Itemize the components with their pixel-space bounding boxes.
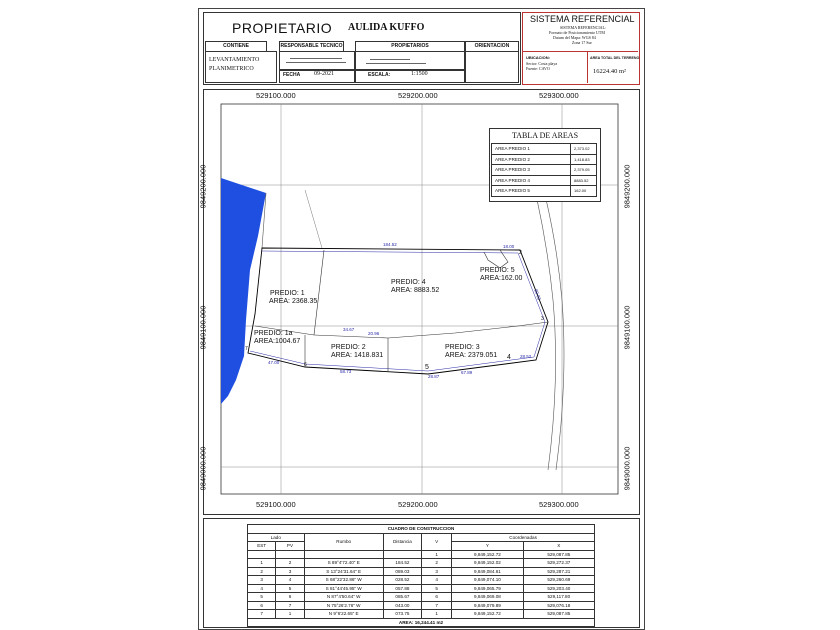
cell-x: 529,087.85: [523, 610, 594, 619]
cell-pv: [276, 550, 304, 559]
table-row: [248, 576, 595, 585]
cell-x: 529,117.80: [523, 593, 594, 602]
edge-label-6: 47.00: [268, 360, 280, 365]
cell-pv: 2: [276, 559, 304, 568]
left-tick-2: 9849100.000: [198, 305, 208, 350]
cell-pv: 4: [276, 576, 304, 585]
cell-rumbo: N 87°4'50.64" W: [304, 593, 383, 602]
contiene-value: LEVANTAMIENTO PLANIMETRICO: [209, 57, 260, 72]
table-row: [248, 550, 595, 559]
predio1-name: PREDIO: 1: [270, 290, 305, 297]
edge-label-2: 18.00: [503, 244, 515, 249]
cell-x: 529,272.37: [523, 559, 594, 568]
cell-y: 9,849,084.61: [452, 567, 523, 576]
edge-label-10: 28.52: [520, 354, 532, 359]
areas-row-label: AREA PREDIO 5: [492, 186, 571, 197]
table-row: [248, 559, 595, 568]
cell-est: 6: [248, 601, 276, 610]
predio2-area: AREA: 1418.831: [331, 352, 384, 359]
cell-v: 3: [422, 567, 452, 576]
col-lado: Lado: [248, 533, 305, 542]
ubicacion-line-1: Sector: Costa playa: [526, 61, 558, 66]
col-rumbo: Rumbo: [304, 533, 383, 550]
areas-row: [492, 165, 597, 176]
right-tick-3: 9849000.000: [622, 446, 632, 491]
construction-table: [247, 524, 595, 627]
areas-row: [492, 175, 597, 186]
edge-label-3: 89.03: [533, 288, 542, 301]
edge-label-4: 34.67: [343, 327, 355, 332]
predio1-area: AREA: 2368.35: [269, 298, 318, 305]
cell-dist: 057.88: [383, 584, 421, 593]
col-pv: PV: [276, 542, 304, 551]
cell-v: 1: [422, 610, 452, 619]
cell-v: 6: [422, 593, 452, 602]
edge-label-9: 67.89: [461, 370, 473, 375]
left-tick-3: 9849000.000: [198, 446, 208, 491]
predio4-area: AREA: 8883.52: [391, 287, 440, 294]
cell-y: 9,849,074.10: [452, 576, 523, 585]
cell-est: 2: [248, 567, 276, 576]
escala-value: 1:1500: [411, 71, 428, 77]
construction-title: CUADRO DE CONSTRUCCION: [248, 525, 595, 534]
right-tick-1: 9849200.000: [622, 164, 632, 209]
cell-y: 9,849,152.72: [452, 550, 523, 559]
ref-line-3: Datum del Mapa: WGS 84: [553, 35, 596, 40]
vertex-label-7: 7: [245, 346, 248, 352]
owner-name: AULIDA KUFFO: [348, 22, 425, 33]
fecha-label: FECHA: [283, 72, 301, 78]
cell-v: 7: [422, 601, 452, 610]
areas-row-value: 1,418.83: [571, 154, 597, 165]
cell-y: 9,849,065.79: [452, 584, 523, 593]
table-row: [248, 567, 595, 576]
vertex-label-6: 6: [304, 362, 307, 368]
areas-row-value: 8883.52: [571, 175, 597, 186]
table-row: [248, 610, 595, 619]
col-orientacion: ORIENTACION: [465, 41, 519, 52]
cell-dist: 089.03: [383, 567, 421, 576]
col-distancia: Distancia: [383, 533, 421, 550]
cell-y: 9,849,152.72: [452, 610, 523, 619]
bottom-tick-3: 529300.000: [539, 500, 579, 509]
table-row: [248, 601, 595, 610]
ubicacion-label: UBICACION:: [526, 55, 550, 60]
top-tick-2: 529200.000: [398, 91, 438, 100]
areas-row: [492, 186, 597, 197]
cell-pv: 1: [276, 610, 304, 619]
col-propietarios: PROPIETARIOS: [355, 41, 465, 52]
cell-rumbo: S 89°4'72.40" E: [304, 559, 383, 568]
vertex-label-3: 3: [541, 316, 544, 322]
upper-road: [305, 190, 322, 248]
fecha-value: 09-2021: [314, 71, 334, 77]
predio5-area: AREA:162.00: [480, 275, 523, 282]
bottom-tick-1: 529100.000: [256, 500, 296, 509]
areas-row-value: 2,379.05: [571, 165, 597, 176]
sea-area: [221, 178, 266, 404]
predio5-name: PREDIO: 5: [480, 267, 515, 274]
edge-label-8: 28.87: [428, 374, 440, 379]
cell-rumbo: N 75°26'2.76" W: [304, 601, 383, 610]
cell-dist: 043.00: [383, 601, 421, 610]
top-tick-3: 529300.000: [539, 91, 579, 100]
cell-x: 529,087.85: [523, 550, 594, 559]
predio1a-area: AREA:1004.67: [254, 338, 301, 345]
ref-line-4: Zona 17 Sur: [572, 40, 592, 45]
col-responsable: RESPONSABLE TECNICO: [279, 41, 344, 52]
ref-line-1: SISTEMA REFERENCIAL:: [560, 25, 607, 30]
areas-row-value: 2,373.02: [571, 144, 597, 155]
cell-v: 4: [422, 576, 452, 585]
vertex-label-4: 4: [507, 354, 511, 361]
cell-rumbo: S 81°44'45.95" W: [304, 584, 383, 593]
cell-v: 2: [422, 559, 452, 568]
cell-x: 529,076.18: [523, 601, 594, 610]
construction-total: AREA: 16,244.41 m2: [248, 618, 595, 627]
cell-pv: 5: [276, 584, 304, 593]
top-tick-1: 529100.000: [256, 91, 296, 100]
cell-pv: 7: [276, 601, 304, 610]
cell-pv: 6: [276, 593, 304, 602]
cell-y: 9,849,069.08: [452, 593, 523, 602]
predio3-area: AREA: 2379.051: [445, 352, 498, 359]
cell-rumbo: [304, 550, 383, 559]
cell-x: 529,260.69: [523, 576, 594, 585]
vertex-label-2: 2: [519, 250, 522, 256]
edge-label-1: 184.52: [383, 242, 397, 247]
areas-row: [492, 154, 597, 165]
areas-row-label: AREA PREDIO 4: [492, 175, 571, 186]
cell-v: 5: [422, 584, 452, 593]
areas-row: [492, 144, 597, 155]
cell-x: 529,287.21: [523, 567, 594, 576]
cell-dist: 073.75: [383, 610, 421, 619]
cell-est: 1: [248, 559, 276, 568]
areas-row-label: AREA PREDIO 3: [492, 165, 571, 176]
predio3-name: PREDIO: 3: [445, 344, 480, 351]
table-row: [248, 584, 595, 593]
cell-y: 9,849,152.02: [452, 559, 523, 568]
col-x: X: [523, 542, 594, 551]
cell-pv: 3: [276, 567, 304, 576]
cell-dist: [383, 550, 421, 559]
cell-est: 5: [248, 593, 276, 602]
areas-row-value: 162.00: [571, 186, 597, 197]
owner-label: PROPIETARIO: [232, 20, 333, 36]
areas-row-label: AREA PREDIO 1: [492, 144, 571, 155]
vertex-label-5: 5: [425, 364, 429, 371]
bottom-tick-2: 529200.000: [398, 500, 438, 509]
cell-est: 4: [248, 584, 276, 593]
escala-label: ESCALA:: [368, 72, 391, 78]
areas-row-label: AREA PREDIO 2: [492, 154, 571, 165]
edge-label-5: 20.96: [368, 331, 380, 336]
col-coordenadas: Coordenadas: [452, 533, 595, 542]
ref-title: SISTEMA REFERENCIAL: [530, 14, 635, 24]
ref-line-2: Formato de Posicionamiento UTM: [549, 30, 605, 35]
cell-est: [248, 550, 276, 559]
cell-rumbo: S 13°24'31.64" E: [304, 567, 383, 576]
left-tick-1: 9849200.000: [198, 164, 208, 209]
cell-rumbo: S 68°22'32.86" W: [304, 576, 383, 585]
cell-v: 1: [422, 550, 452, 559]
predio1a-name: PREDIO: 1a: [254, 330, 293, 337]
predio2-name: PREDIO: 2: [331, 344, 366, 351]
cell-x: 529,203.40: [523, 584, 594, 593]
cell-dist: 028.52: [383, 576, 421, 585]
col-y: Y: [452, 542, 523, 551]
areas-table-title: TABLA DE AREAS: [512, 131, 579, 140]
cell-rumbo: N 9°6'22.65" E: [304, 610, 383, 619]
area-total-value: 16224.40 m²: [593, 68, 627, 75]
area-total-label: AREA TOTAL DEL TERRENO: [590, 56, 640, 60]
edge-label-7: 58.73: [340, 369, 352, 374]
cell-est: 3: [248, 576, 276, 585]
line-predio1-predio4: [314, 250, 324, 335]
cell-dist: 184.52: [383, 559, 421, 568]
col-contiene: CONTIENE: [205, 41, 267, 52]
areas-table: [491, 143, 597, 197]
col-v: V: [422, 533, 452, 550]
cell-dist: 085.67: [383, 593, 421, 602]
cell-y: 9,849,079.89: [452, 601, 523, 610]
col-est: EST: [248, 542, 276, 551]
table-row: [248, 593, 595, 602]
right-tick-2: 9849100.000: [622, 305, 632, 350]
cell-est: 7: [248, 610, 276, 619]
predio4-name: PREDIO: 4: [391, 279, 426, 286]
ubicacion-line-2: Fuente: CAVO: [526, 66, 550, 71]
